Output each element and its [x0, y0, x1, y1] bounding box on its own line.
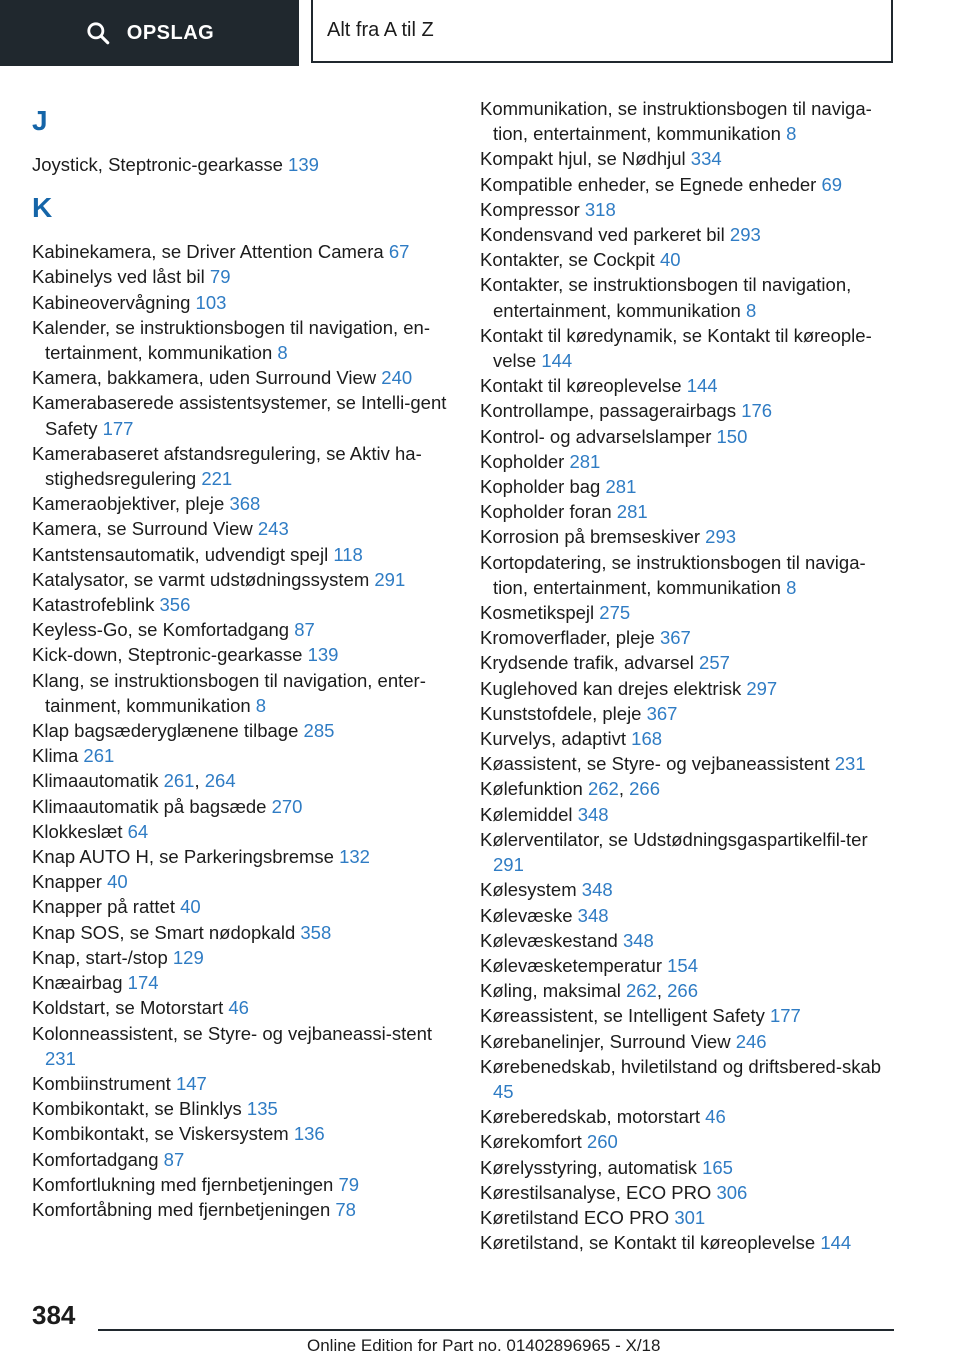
page-reference-link[interactable]: 154	[667, 954, 698, 976]
index-entry	[480, 1104, 900, 1129]
index-entry-text: Klimaautomatik	[32, 770, 159, 792]
page-reference-link[interactable]: 243	[257, 518, 289, 540]
page-reference-link[interactable]: 261	[163, 770, 195, 792]
page-reference-link[interactable]: 139	[307, 644, 339, 666]
index-entry: Køling, maksimal 262, 266	[480, 980, 699, 1002]
index-entry	[32, 1071, 452, 1096]
index-entry	[32, 844, 452, 869]
section-tab[interactable]	[311, 0, 893, 63]
page-reference-link[interactable]: 168	[631, 728, 663, 750]
index-entry-text: Kølemiddel	[480, 803, 573, 825]
page-reference-link[interactable]: 260	[586, 1131, 618, 1153]
index-entry	[32, 239, 452, 264]
index-entry-text: Kalender, se instruktionsbogen til navigation, en‐tertainment, kommunikation	[32, 316, 431, 364]
page-reference-link[interactable]: 275	[599, 602, 631, 624]
search-tab[interactable]	[0, 0, 299, 66]
index-letter-heading: J	[32, 105, 48, 136]
index-entry	[32, 264, 452, 289]
index-entry-text: Keyless-Go, se Komfortadgang	[32, 619, 290, 641]
index-entry	[32, 995, 452, 1020]
index-entry	[32, 365, 452, 390]
page-reference-link[interactable]: 318	[584, 198, 616, 220]
index-entry	[480, 323, 900, 373]
index-entry-text: Kombiinstrument	[32, 1072, 171, 1094]
page-reference-link[interactable]: 368	[229, 493, 261, 515]
index-entry-text: Kørelysstyring, automatisk	[480, 1156, 697, 1178]
page-reference-link[interactable]: 306	[716, 1181, 748, 1203]
index-entry	[480, 928, 900, 953]
index-entry-text: Kølevæsketemperatur	[480, 954, 662, 976]
index-entry	[480, 373, 900, 398]
page-reference-link[interactable]: 45	[493, 1080, 514, 1102]
index-entry	[32, 1021, 452, 1071]
page-reference-link[interactable]: 8	[786, 123, 797, 145]
index-entry	[480, 802, 900, 827]
index-entry	[480, 1129, 900, 1154]
index-entry	[32, 152, 452, 177]
index-entry-text: Kamera, bakkamera, uden Surround View	[32, 367, 377, 389]
page-reference-link[interactable]: 334	[690, 148, 722, 170]
index-entry	[480, 222, 900, 247]
index-entry-text: Kompatible enheder, se Egnede enheder	[480, 173, 817, 195]
page-reference-link[interactable]: 8	[277, 342, 288, 364]
page-reference-link[interactable]: 8	[786, 576, 797, 598]
page-reference-link[interactable]: 174	[127, 972, 159, 994]
index-entry	[32, 592, 452, 617]
index-entry	[32, 642, 452, 667]
page-reference-link[interactable]: 79	[209, 266, 231, 288]
page-reference-link[interactable]: 69	[821, 173, 843, 195]
index-entry	[480, 96, 900, 146]
index-entry-text: Kørekomfort	[480, 1131, 582, 1153]
page-reference-link[interactable]: 264	[204, 770, 236, 792]
page-reference-link[interactable]: 348	[622, 929, 654, 951]
index-entry-text: Kortopdatering, se instruktionsbogen til naviga‐tion, entertainment, kommunikation	[480, 551, 866, 598]
page-reference-link[interactable]: 132	[339, 846, 370, 868]
index-entry	[480, 449, 900, 474]
page-reference-link[interactable]: 46	[705, 1106, 726, 1128]
index-entry-text: Kørestilsanalyse, ECO PRO	[480, 1181, 712, 1203]
page-reference-link[interactable]: 150	[716, 425, 748, 447]
index-entry	[32, 441, 452, 491]
index-entry	[480, 424, 900, 449]
index-entry	[32, 567, 452, 592]
index-entry	[32, 1096, 452, 1121]
index-entry-text: Kurvelys, adaptivt	[480, 728, 627, 750]
index-entry	[32, 617, 452, 642]
index-entry-text: Kamera, se Surround View	[32, 518, 253, 540]
index-entry	[480, 197, 900, 222]
index-entry-text: Knæairbag	[32, 972, 123, 994]
index-entry-text: Klima	[32, 745, 79, 767]
page-reference-link[interactable]: 301	[674, 1206, 706, 1228]
index-entry	[480, 474, 900, 499]
index-entry	[32, 869, 452, 894]
footer-divider	[98, 1329, 894, 1331]
index-entry	[32, 315, 452, 365]
page-reference-link[interactable]: 103	[195, 291, 227, 313]
page-reference-link[interactable]: 79	[338, 1173, 360, 1195]
page-reference-link[interactable]: 67	[388, 241, 410, 263]
index-entry	[480, 676, 900, 701]
search-icon	[85, 20, 111, 46]
page-reference-link[interactable]: 281	[605, 476, 637, 498]
index-entry-text: Kølesystem	[480, 879, 577, 901]
index-entry-text: Kølerventilator, se Udstødningsgaspartikelfil‐ter	[480, 828, 868, 850]
index-entry	[32, 1121, 452, 1146]
index-entry-text: Kontakter, se instruktionsbogen til navigation, entertainment, kommunikation	[480, 274, 852, 321]
index-entry	[480, 272, 900, 322]
page-reference-link[interactable]: 147	[175, 1072, 207, 1094]
index-entry-text: Kontakter, se Cockpit	[480, 249, 655, 271]
page-reference-link[interactable]: 266	[629, 778, 661, 800]
index-entry-text: Kondensvand ved parkeret bil	[480, 224, 725, 246]
index-entry	[480, 1230, 900, 1255]
index-entry	[480, 172, 900, 197]
index-entry	[32, 1147, 452, 1172]
page-reference-link[interactable]: 285	[303, 720, 335, 742]
page-reference-link[interactable]: 262	[625, 980, 657, 1002]
page-reference-link[interactable]: 87	[294, 619, 315, 641]
page-reference-link[interactable]: 144	[686, 375, 718, 397]
page-reference-link[interactable]: 270	[271, 795, 303, 817]
index-entry-text: Klap bagsæderyglænene tilbage	[32, 720, 299, 742]
index-entry: Klimaautomatik 261, 264	[32, 770, 236, 792]
index-entry	[480, 1180, 900, 1205]
page-reference-link[interactable]: 358	[300, 921, 332, 943]
index-entry-text: Køreberedskab, motorstart	[480, 1106, 701, 1128]
page-reference-link[interactable]: 144	[820, 1232, 852, 1254]
index-entry-text: Kopholder	[480, 450, 565, 472]
page-reference-link[interactable]: 367	[659, 627, 691, 649]
index-entry	[32, 542, 452, 567]
index-entry-text: Kombikontakt, se Blinklys	[32, 1098, 242, 1120]
index-entry	[480, 1029, 900, 1054]
index-entry-text: Kompressor	[480, 198, 580, 220]
page-reference-link[interactable]: 281	[569, 450, 601, 472]
index-entry	[480, 953, 900, 978]
index-letter-heading: K	[32, 192, 53, 224]
index-entry	[32, 945, 452, 970]
page-number: 384	[32, 1300, 76, 1330]
page-reference-link[interactable]: 367	[646, 702, 678, 724]
index-entry-text: Kølevæskestand	[480, 929, 618, 951]
index-entry-text: Kabineovervågning	[32, 291, 191, 313]
page-reference-link[interactable]: 139	[288, 154, 319, 175]
page-reference-link[interactable]: 348	[577, 904, 609, 926]
section-tab-label: Alt fra A til Z	[327, 19, 434, 41]
index-entry	[480, 398, 900, 423]
index-entry-text: Kolonneassistent, se Styre- og vejbaneassi‐stent	[32, 1022, 433, 1044]
page-reference-link[interactable]: 231	[834, 753, 866, 775]
page-reference-link[interactable]: 293	[705, 526, 737, 548]
index-entry-text: Komfortlukning med fjernbetjeningen	[32, 1173, 334, 1195]
page-reference-link[interactable]: 46	[228, 997, 249, 1019]
index-entry-text: Katastrofeblink	[32, 594, 155, 616]
page-reference-link[interactable]: 246	[735, 1030, 767, 1052]
index-entry	[32, 894, 452, 919]
page-reference-link[interactable]: 231	[45, 1047, 76, 1069]
page-reference-link[interactable]: 348	[581, 879, 613, 901]
index-entry-text: Kølefunktion	[480, 778, 583, 800]
index-entry	[32, 1197, 452, 1222]
page-reference-link[interactable]: 129	[172, 946, 204, 968]
index-entry-text: Køling, maksimal	[480, 980, 621, 1002]
index-entry-text: Køreassistent, se Intelligent Safety	[480, 1005, 765, 1027]
page-reference-link[interactable]: 356	[159, 594, 191, 616]
page-reference-link[interactable]: 261	[83, 745, 115, 767]
page-reference-link[interactable]: 293	[729, 224, 761, 246]
index-entry	[32, 668, 452, 718]
page-reference-link[interactable]: 177	[769, 1005, 801, 1027]
page-reference-link[interactable]: 240	[381, 367, 413, 389]
index-entry-text: Katalysator, se varmt udstødningssystem	[32, 568, 370, 590]
index-entry	[32, 819, 452, 844]
index-entry-text: Koldstart, se Motorstart	[32, 997, 224, 1019]
index-entry	[32, 491, 452, 516]
index-entry-text: Knap SOS, se Smart nødopkald	[32, 921, 296, 943]
index-entry	[480, 903, 900, 928]
index-entry-text: Kromoverflader, pleje	[480, 627, 655, 649]
index-entry	[480, 1155, 900, 1180]
index-entry	[32, 794, 452, 819]
page-reference-link[interactable]: 118	[333, 543, 363, 565]
page-reference-link[interactable]: 40	[180, 896, 201, 918]
index-entry	[480, 524, 900, 549]
index-entry	[480, 1054, 900, 1104]
index-entry	[480, 751, 900, 776]
page-reference-link[interactable]: 291	[493, 854, 524, 876]
index-entry-text: Komfortåbning med fjernbetjeningen	[32, 1198, 331, 1220]
index-entry-text: Kompakt hjul, se Nødhjul	[480, 148, 686, 170]
index-entry-text: Kontakt til køredynamik, se Kontakt til køreople‐velse	[480, 324, 872, 372]
page-reference-link[interactable]: 144	[541, 350, 573, 372]
index-entry	[32, 516, 452, 541]
index-entry	[480, 499, 900, 524]
page-reference-link[interactable]: 176	[741, 400, 773, 422]
index-entry-text: Køretilstand, se Kontakt til køreoplevelse	[480, 1232, 816, 1254]
index-entry-text: Klokkeslæt	[32, 820, 123, 842]
index-entry-text: Kopholder bag	[480, 476, 601, 498]
index-entry-text: Korrosion på bremseskiver	[480, 526, 701, 548]
index-entry	[32, 1172, 452, 1197]
index-entry-text: Krydsende trafik, advarsel	[480, 652, 694, 674]
page-reference-link[interactable]: 78	[335, 1198, 356, 1220]
page-reference-link[interactable]: 8	[745, 299, 757, 321]
index-entry-text: Kontakt til køreoplevelse	[480, 375, 682, 397]
index-entry-text: Køretilstand ECO PRO	[480, 1206, 670, 1228]
page-reference-link[interactable]: 40	[107, 871, 128, 893]
index-entry	[480, 1205, 900, 1230]
index-entry-text: Kunststofdele, pleje	[480, 702, 642, 724]
index-entry	[32, 743, 452, 768]
index-entry-text: Køassistent, se Styre- og vejbaneassistent	[480, 753, 830, 775]
page-reference-link[interactable]: 297	[746, 677, 778, 699]
page-reference-link[interactable]: 40	[659, 249, 681, 271]
index-entry-text: Kamerabaseret afstandsregulering, se Aktiv ha‐stighedsregulering	[32, 442, 422, 490]
index-column-left	[32, 96, 452, 1222]
page-reference-link[interactable]: 221	[201, 468, 233, 490]
index-entry	[480, 600, 900, 625]
index-entry	[480, 1003, 900, 1028]
index-entry-text: Kuglehoved kan drejes elektrisk	[480, 677, 742, 699]
page-reference-link[interactable]: 8	[255, 694, 267, 716]
index-entry-text: Kantstensautomatik, udvendigt spejl	[32, 543, 329, 565]
page-reference-link[interactable]: 177	[102, 417, 134, 439]
page-reference-link[interactable]: 291	[374, 568, 406, 590]
index-entry-text: Knap AUTO H, se Parkeringsbremse	[32, 846, 334, 868]
index-entry-text: Komfortadgang	[32, 1148, 159, 1170]
index-entry-text: Kamerabaserede assistentsystemer, se Intelli‐gent Safety	[32, 392, 447, 439]
index-entry	[480, 625, 900, 650]
index-entry-text: Kick-down, Steptronic-gearkasse	[32, 644, 303, 666]
index-entry-text: Kontrol- og advarselslamper	[480, 425, 712, 447]
page-reference-link[interactable]: 262	[587, 778, 619, 800]
edition-note: Online Edition for Part no. 01402896965 - X/18	[307, 1336, 661, 1355]
index-entry-text: Knap, start-/stop	[32, 946, 168, 968]
index-entry	[32, 920, 452, 945]
page-reference-link[interactable]: 87	[163, 1148, 185, 1170]
index-entry	[480, 247, 900, 272]
index-column-right	[480, 96, 900, 1255]
index-entry-text: Kosmetikspejl	[480, 602, 595, 624]
index-entry-text: Knapper	[32, 871, 102, 893]
index-entry-text: Kabinekamera, se Driver Attention Camera	[32, 241, 384, 263]
index-entry	[32, 970, 452, 995]
index-entry-text: Knapper på rattet	[32, 896, 175, 918]
index-entry	[480, 701, 900, 726]
index-entry: Kølefunktion 262, 266	[480, 778, 661, 800]
index-entry-text: Klimaautomatik på bagsæde	[32, 795, 267, 817]
index-entry-text: Kameraobjektiver, pleje	[32, 493, 225, 515]
header	[0, 0, 960, 66]
index-entry-text: Kølevæske	[480, 904, 573, 926]
page-reference-link[interactable]: 257	[699, 652, 730, 674]
index-entry	[480, 550, 900, 600]
page-reference-link[interactable]: 64	[127, 820, 149, 842]
index-entry	[480, 726, 900, 751]
index-entry-text: Klang, se instruktionsbogen til navigation, enter‐tainment, kommunikation	[32, 669, 426, 716]
index-entry-text: Kombikontakt, se Viskersystem	[32, 1123, 289, 1145]
page-reference-link[interactable]: 165	[702, 1156, 733, 1178]
index-entry-text: Kontrollampe, passagerairbags	[480, 400, 737, 422]
index-entry	[480, 146, 900, 171]
index-entry-text: Joystick, Steptronic-gearkasse	[32, 154, 283, 175]
index-entry	[480, 650, 900, 675]
index-entry	[32, 390, 452, 440]
index-entry-text: Kopholder foran	[480, 501, 612, 523]
page-reference-link[interactable]: 348	[577, 803, 609, 825]
index-entry-text: Kørebenedskab, hviletilstand og driftsbered‐skab	[480, 1055, 882, 1077]
search-tab-label: OPSLAG	[126, 21, 215, 44]
index-entry-text: Kørebanelinjer, Surround View	[480, 1030, 731, 1052]
index-entry-text: Kabinelys ved låst bil	[32, 266, 205, 288]
index-entry	[32, 718, 452, 743]
index-entry	[480, 827, 900, 877]
page-reference-link[interactable]: 281	[616, 501, 648, 523]
index-entry	[32, 290, 452, 315]
index-entry-text: Kommunikation, se instruktionsbogen til naviga‐tion, entertainment, kommunikation	[480, 98, 872, 145]
index-entry	[480, 877, 900, 902]
page-reference-link[interactable]: 136	[293, 1123, 325, 1145]
page-reference-link[interactable]: 266	[667, 980, 699, 1002]
page-reference-link[interactable]: 135	[246, 1098, 278, 1120]
